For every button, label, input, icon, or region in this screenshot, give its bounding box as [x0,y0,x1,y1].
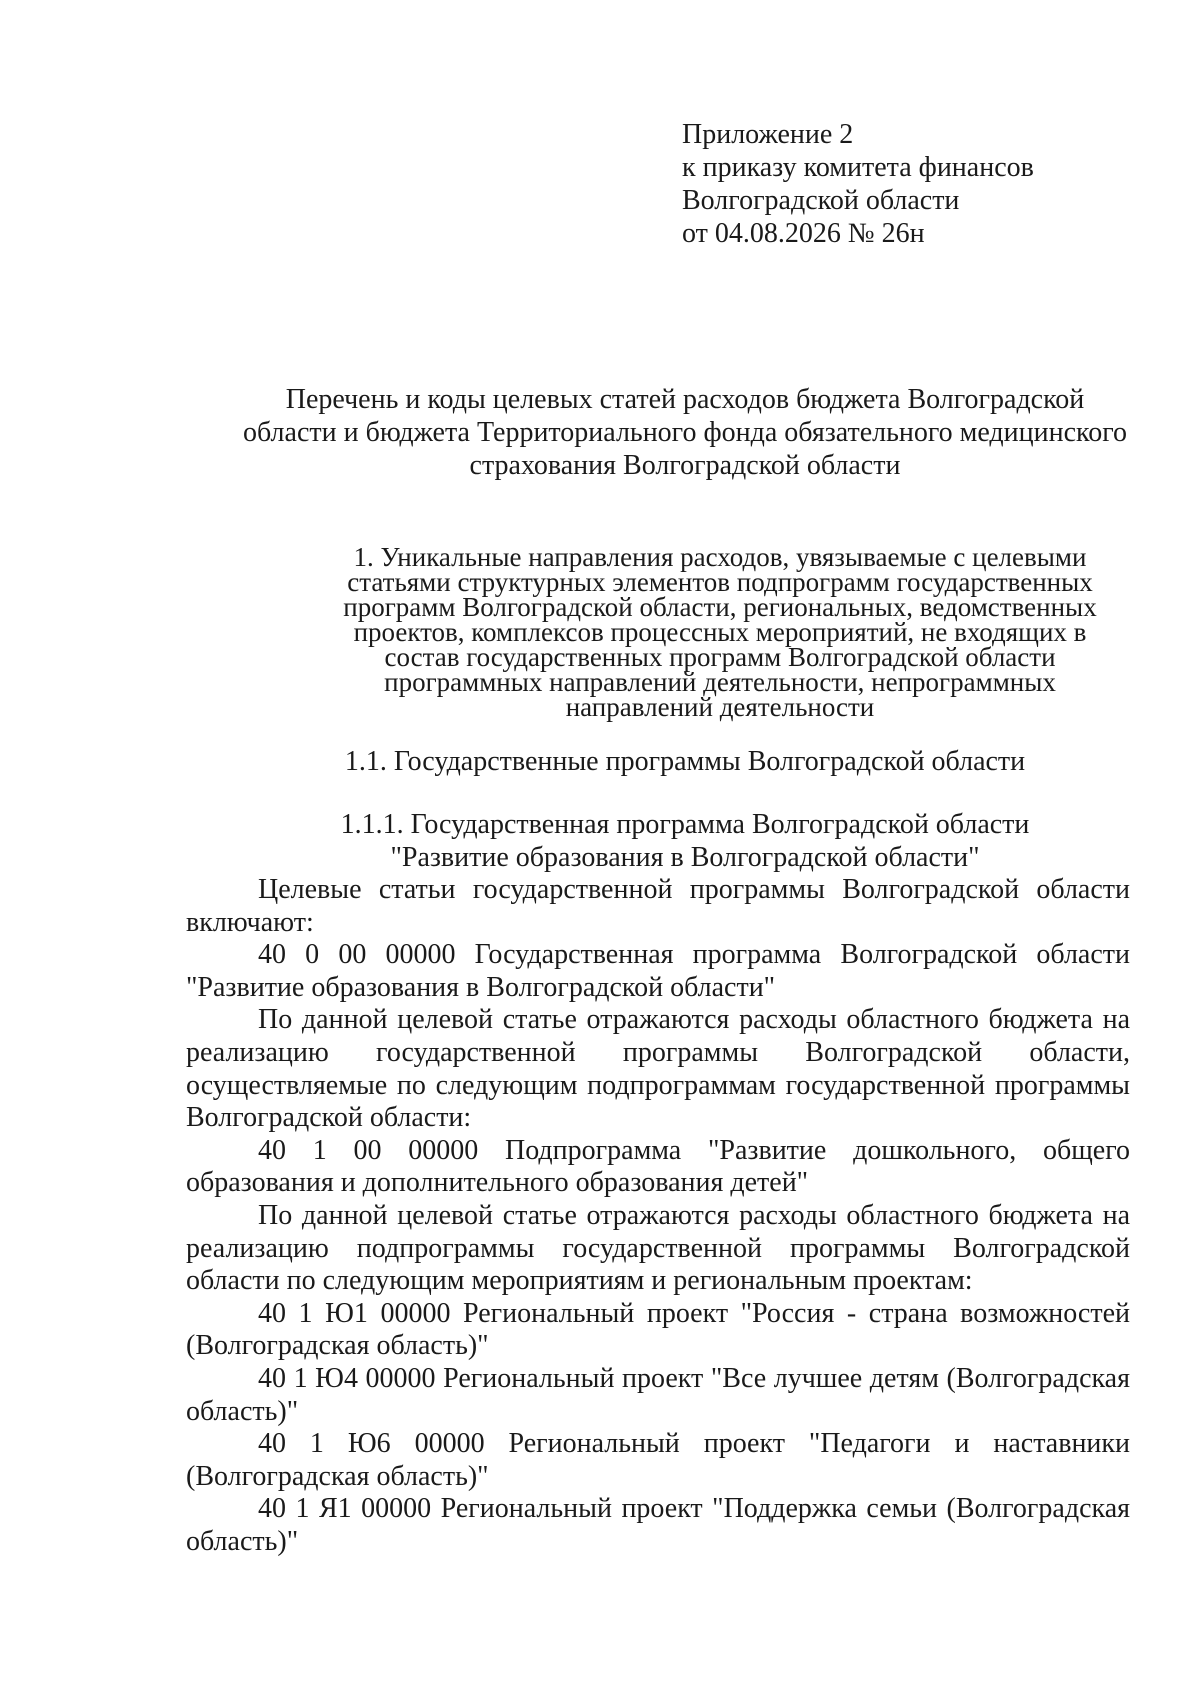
attachment-order-ref: к приказу комитета финансов [682,152,1034,183]
document-title-line: Перечень и коды целевых статей расходов бюджета Волгоградской [285,384,1085,415]
section-heading-line: программ Волгоградской области, региональных, ведомственных [343,592,1097,622]
section-heading [280,542,1160,722]
section-heading-line: программных направлений деятельности, непрограммных [384,667,1056,697]
attachment-header [682,118,1034,250]
paragraph: 40 1 Ю1 00000 Региональный проект "Россия - страна возможностей (Волгоградская область)" [186,1297,1130,1362]
section-heading-line: состав государственных программ Волгоградской области [384,642,1056,672]
body-text [186,874,1130,1558]
paragraph: 40 1 Ю4 00000 Региональный проект "Все лучшее детям (Волгоградская область)" [186,1362,1130,1427]
paragraph: По данной целевой статье отражаются расходы областного бюджета на реализацию подпрограммы государственной программы Волгоградской области по следующим мероприятиям и региональным проектам: [186,1199,1130,1297]
paragraph: 40 1 00 00000 Подпрограмма "Развитие дошкольного, общего образования и дополнительного образования детей" [186,1134,1130,1199]
section-heading-line: проектов, комплексов процессных мероприятий, не входящих в [353,617,1087,647]
section-heading-line: статьями структурных элементов подпрограмм государственных [347,567,1093,597]
document-title-line: области и бюджета Территориального фонда обязательного медицинского [243,417,1127,448]
paragraph: 40 1 Ю6 00000 Региональный проект "Педагоги и наставники (Волгоградская область)" [186,1428,1130,1492]
paragraph: Целевые статьи государственной программы Волгоградской области включают: [186,874,1130,938]
paragraph: 40 1 Я1 00000 Региональный проект "Поддержка семьи (Волгоградская область)" [186,1493,1130,1557]
attachment-number: Приложение 2 [682,119,854,150]
program-heading [170,808,1200,874]
document-title [170,383,1200,482]
section-heading-line: направлений деятельности [565,692,875,722]
paragraph: По данной целевой статье отражаются расходы областного бюджета на реализацию государственной программы Волгоградской области, осуществляемые по следующим подпрограммам государственной программы Волгоградской области: [186,1004,1130,1134]
subsection-heading: 1.1. Государственные программы Волгоградской области [344,746,1026,777]
program-heading-line: "Развитие образования в Волгоградской области" [390,842,980,873]
attachment-region: Волгоградской области [682,185,960,216]
paragraph: 40 0 00 00000 Государственная программа Волгоградской области "Развитие образования в Волгоградской области" [186,939,1130,1003]
document-title-line: страхования Волгоградской области [469,450,901,481]
section-heading-line: 1. Уникальные направления расходов, увязываемые с целевыми [353,542,1087,572]
attachment-date-number: от 04.08.2026 № 26н [682,218,925,249]
program-heading-line: 1.1.1. Государственная программа Волгоградской области [340,809,1030,840]
